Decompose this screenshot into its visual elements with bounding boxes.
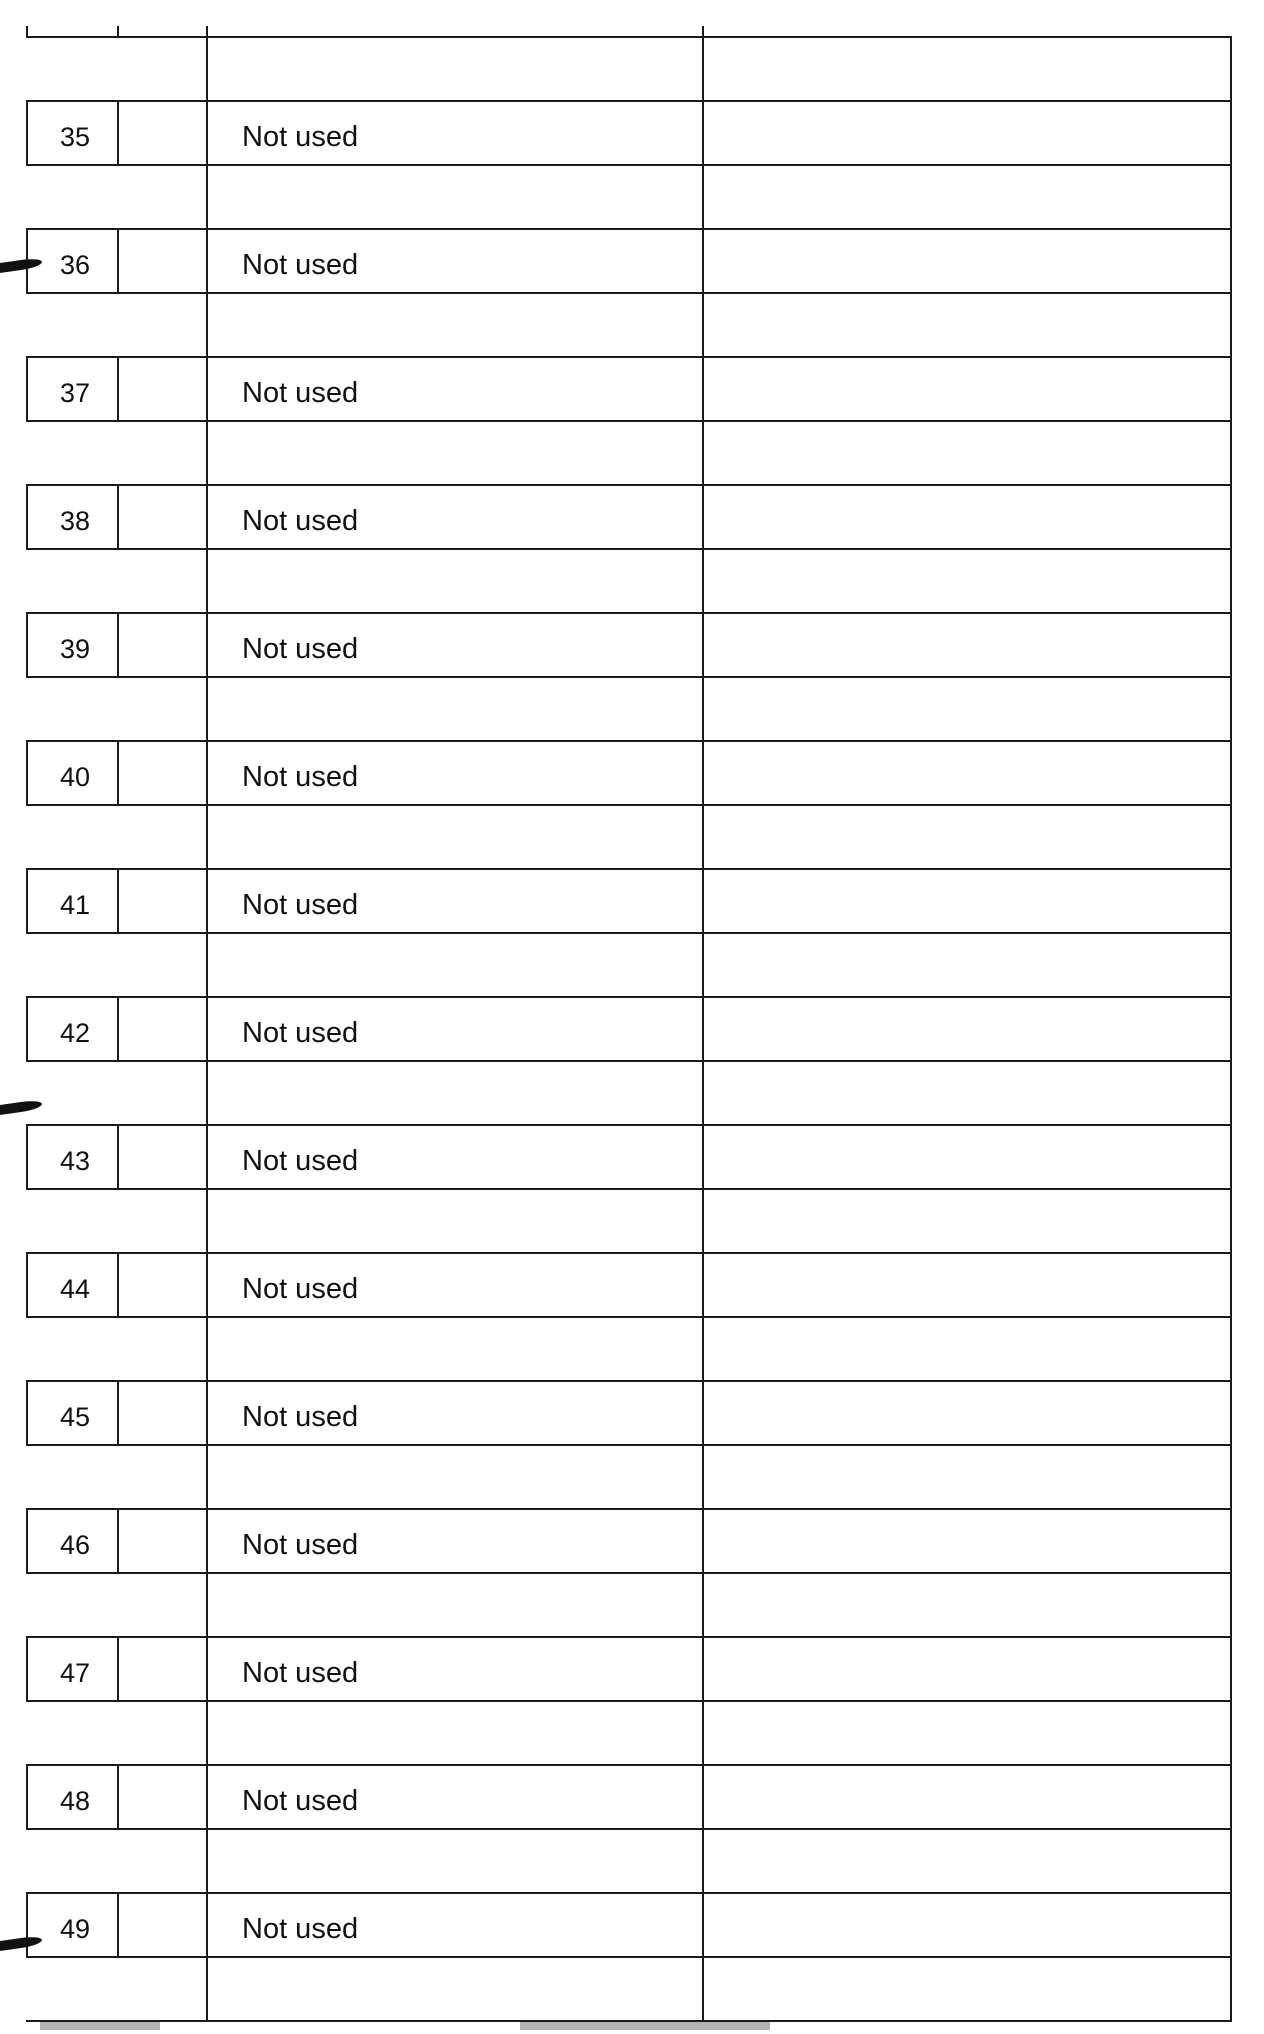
row-number: 48: [59, 1785, 91, 1816]
row-box-left: [26, 100, 28, 164]
row-number: 46: [59, 1529, 91, 1560]
row-label: Not used: [242, 760, 359, 793]
row-label: Not used: [242, 120, 359, 153]
row-label: Not used: [242, 376, 359, 409]
row-label: Not used: [242, 1144, 359, 1177]
row-number: 39: [59, 633, 91, 664]
row-number: 37: [59, 377, 91, 408]
row-label: Not used: [242, 1528, 359, 1561]
row-number: 47: [59, 1657, 91, 1688]
row-number: 49: [59, 1913, 91, 1944]
row-label: Not used: [242, 1784, 359, 1817]
row-label: Not used: [242, 504, 359, 537]
row-box-left: [26, 740, 28, 804]
row-label: Not used: [242, 1400, 359, 1433]
row-box-left: [26, 356, 28, 420]
row-label: Not used: [242, 1272, 359, 1305]
row-box-left: [26, 1764, 28, 1828]
row-number: 36: [59, 249, 91, 280]
row-number: 35: [59, 121, 91, 152]
row-box-left: [26, 996, 28, 1060]
row-label: Not used: [242, 1656, 359, 1689]
row-box-left: [26, 612, 28, 676]
row-label: Not used: [242, 632, 359, 665]
row-box-left: [26, 1124, 28, 1188]
row-number: 40: [59, 761, 91, 792]
column-rule: [206, 26, 208, 2022]
row-label: Not used: [242, 1912, 359, 1945]
row-number: 42: [59, 1017, 91, 1048]
row-number: 45: [59, 1401, 91, 1432]
faint-footer-mark: [520, 2022, 770, 2030]
scan-mark: [0, 1099, 42, 1115]
column-rule: [702, 26, 704, 2022]
faint-footer-mark: [40, 2022, 160, 2030]
row-number: 38: [59, 505, 91, 536]
row-label: Not used: [242, 888, 359, 921]
row-number: 43: [59, 1145, 91, 1176]
row-box-left: [26, 1380, 28, 1444]
row-label: Not used: [242, 1016, 359, 1049]
row-box-left: [26, 1636, 28, 1700]
row-box-left: [26, 1508, 28, 1572]
row-box-left: [26, 484, 28, 548]
row-box-left: [26, 1252, 28, 1316]
row-number: 44: [59, 1273, 91, 1304]
row-box-left: [26, 868, 28, 932]
row-number: 41: [59, 889, 91, 920]
right-rule: [1230, 36, 1232, 2022]
row-label: Not used: [242, 248, 359, 281]
